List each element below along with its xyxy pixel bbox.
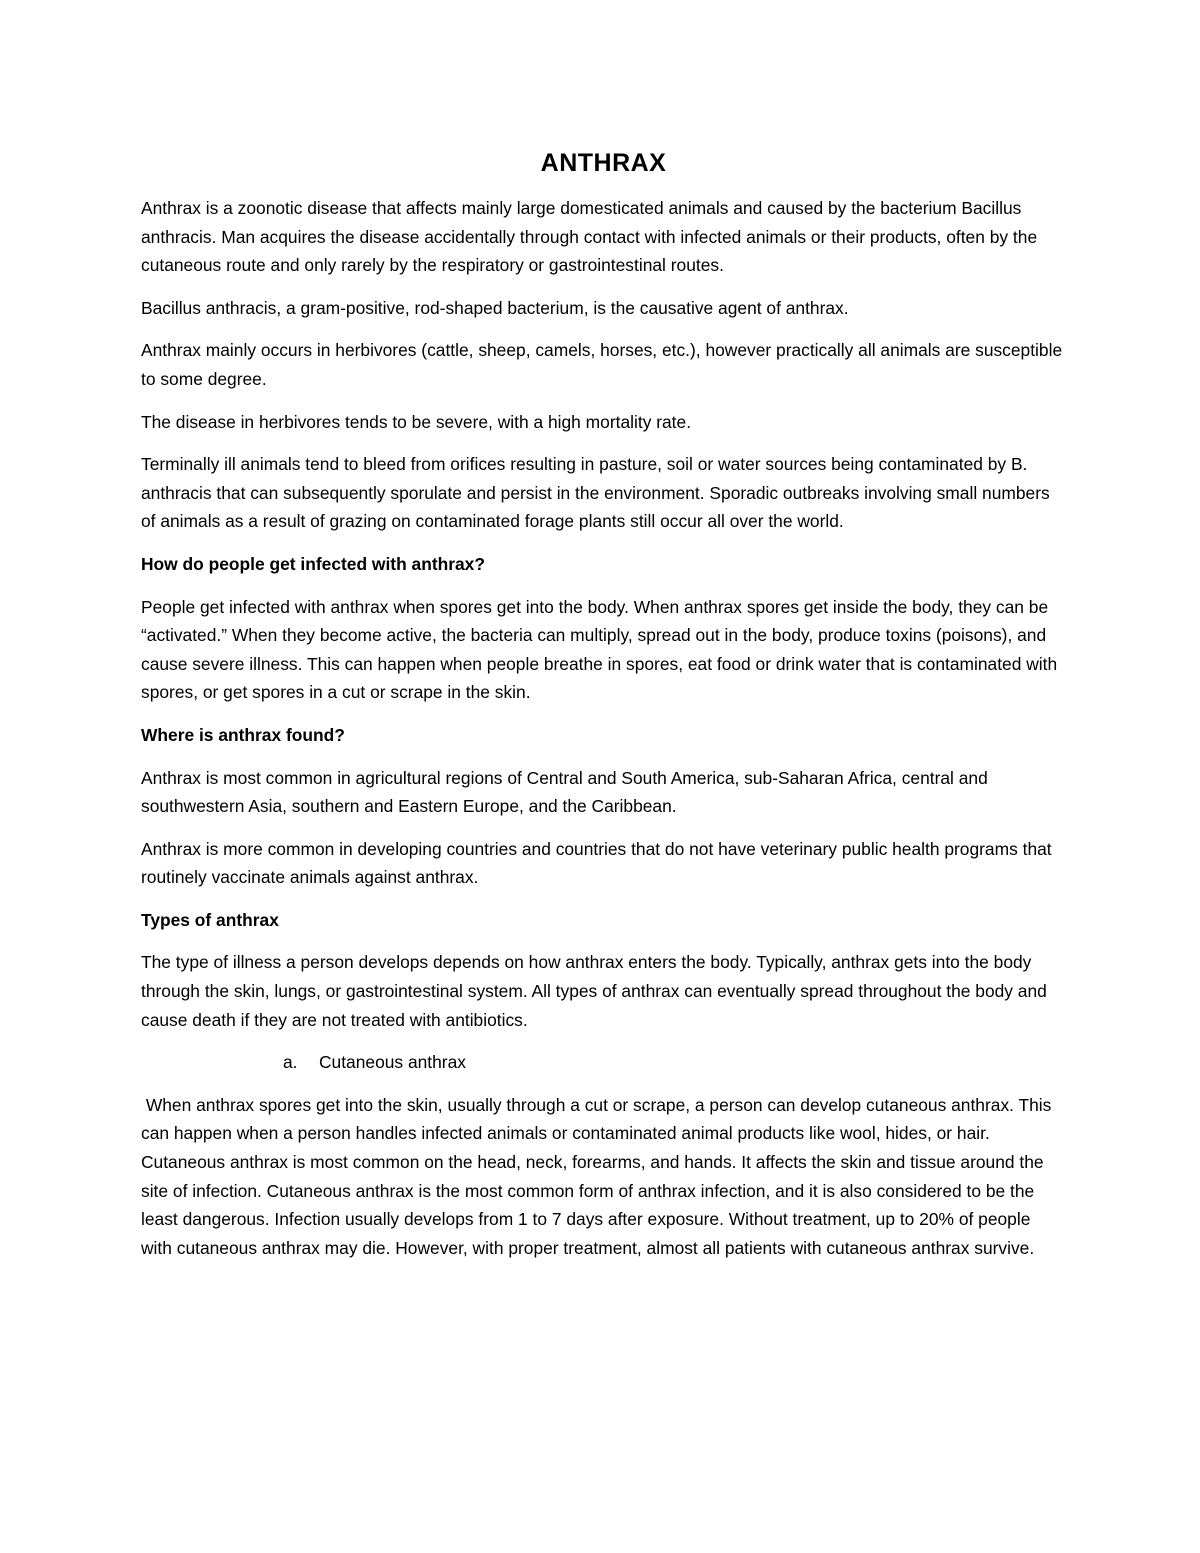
document-page — [141, 148, 1066, 1276]
found-paragraph: Anthrax is more common in developing countries and countries that do not have veterinary public health programs that routinely vaccinate animals against anthrax. — [141, 838, 1052, 888]
list-item-label: Cutaneous anthrax — [319, 1052, 466, 1073]
intro-paragraph: Anthrax mainly occurs in herbivores (cattle, sheep, camels, horses, etc.), however practically all animals are susceptible to some degree. — [141, 340, 1063, 389]
intro-paragraph: Bacillus anthracis, a gram-positive, rod-shaped bacterium, is the causative agent of anthrax. — [141, 297, 849, 318]
section-heading-types: Types of anthrax — [141, 909, 279, 930]
section-heading-found: Where is anthrax found? — [141, 724, 345, 745]
list-item-cutaneous — [141, 1048, 1066, 1077]
document-title: ANTHRAX — [540, 149, 667, 177]
list-marker: a. — [283, 1052, 298, 1073]
intro-paragraph: Anthrax is a zoonotic disease that affects mainly large domesticated animals and caused by the bacterium Bacillus anthracis. Man acquires the disease accidentally through contact with infected animals or their products, often by the cutaneous route and only rarely by the respiratory or gastrointestinal routes. — [141, 198, 1038, 276]
intro-paragraph: The disease in herbivores tends to be severe, with a high mortality rate. — [141, 411, 692, 432]
section-heading-infection: How do people get infected with anthrax? — [141, 553, 485, 574]
intro-paragraph: Terminally ill animals tend to bleed from orifices resulting in pasture, soil or water sources being contaminated by B. anthracis that can subsequently sporulate and persist in the environment. Sporadic outbreaks involving small numbers of animals as a result of grazing on contaminated forage plants still occur all over the world. — [141, 454, 1050, 532]
types-paragraph: The type of illness a person develops depends on how anthrax enters the body. Typically, anthrax gets into the body through the skin, lungs, or gastrointestinal system. All types of anthrax can eventually spread throughout the body and cause death if they are not treated with antibiotics. — [141, 952, 1047, 1030]
infection-paragraph: People get infected with anthrax when spores get into the body. When anthrax spores get inside the body, they can be “activated.” When they become active, the bacteria can multiply, spread out in the body, produce toxins (poisons), and cause severe illness. This can happen when people breathe in spores, eat food or drink water that is contaminated with spores, or get spores in a cut or scrape in the skin. — [141, 596, 1058, 703]
cutaneous-paragraph: When anthrax spores get into the skin, usually through a cut or scrape, a person can develop cutaneous anthrax. This can happen when a person handles infected animals or contaminated animal products like wool, hides, or hair. Cutaneous anthrax is most common on the head, neck, forearms, and hands. It affects the skin and tissue around the site of infection. Cutaneous anthrax is the most common form of anthrax infection, and it is also considered to be the least dangerous. Infection usually develops from 1 to 7 days after exposure. Without treatment, up to 20% of people with cutaneous anthrax may die. However, with proper treatment, almost all patients with cutaneous anthrax survive. — [141, 1094, 1057, 1258]
found-paragraph: Anthrax is most common in agricultural regions of Central and South America, sub-Saharan Africa, central and southwestern Asia, southern and Eastern Europe, and the Caribbean. — [141, 767, 988, 817]
